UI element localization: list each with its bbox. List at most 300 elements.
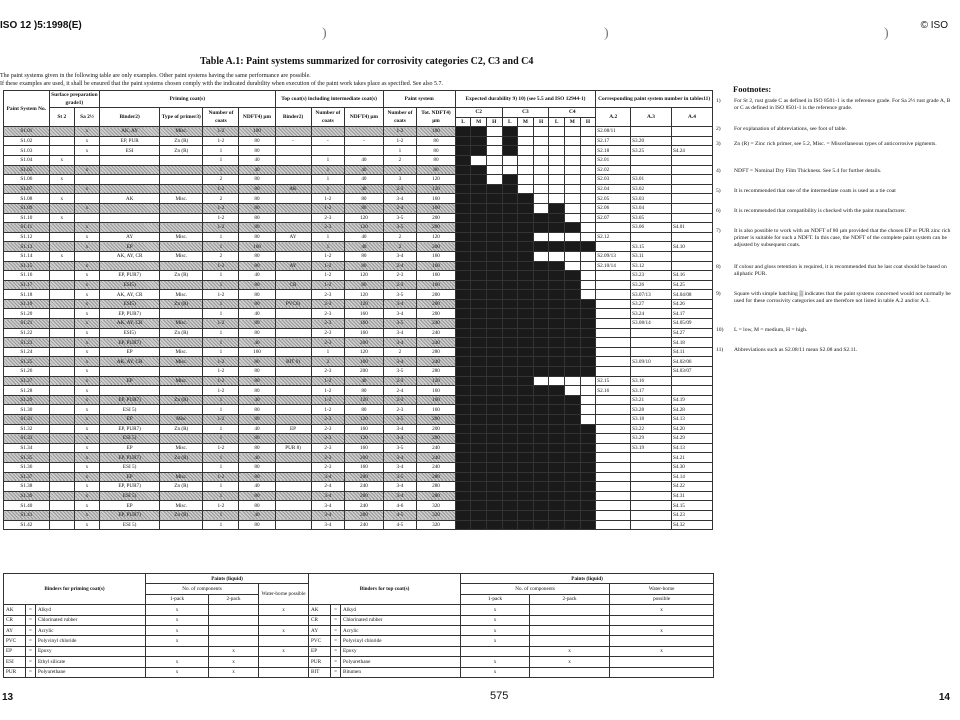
corresponding-a3: S3.27 <box>631 299 672 309</box>
primer-type <box>160 462 203 472</box>
corresponding-a4: S4.13 <box>671 443 712 453</box>
durability-cell <box>455 386 471 396</box>
durability-cell <box>549 251 565 261</box>
system-coats: 3-5 <box>383 213 417 223</box>
st2-mark <box>49 203 74 213</box>
primer-coats: 1 <box>203 405 239 415</box>
corresponding-a4: S4.02/06 <box>671 357 712 367</box>
top-coats: 3-4 <box>311 510 345 520</box>
primer-type <box>160 223 203 233</box>
top-ndft: 160 <box>345 443 383 453</box>
durability-cell <box>580 213 596 223</box>
durability-cell <box>564 434 580 444</box>
primer-type: Misc. <box>160 443 203 453</box>
system-coats: 3-5 <box>383 443 417 453</box>
primer-type <box>160 338 203 348</box>
total-ndft: 100 <box>417 127 455 137</box>
footnote-number: 4) <box>716 168 721 174</box>
system-coats: 3-4 <box>383 453 417 463</box>
corresponding-a3: S3.26 <box>631 280 672 290</box>
durability-cell <box>486 462 502 472</box>
col-ndft-top: NDFT4) µm <box>345 108 383 127</box>
sa25-mark: x <box>74 510 99 520</box>
primer-binder: ESI 5) <box>100 520 160 530</box>
top-coats: 1-2 <box>311 405 345 415</box>
durability-cell <box>564 405 580 415</box>
corresponding-a2 <box>596 242 631 252</box>
primer-code: PVC <box>4 636 26 646</box>
system-coats: 2-4 <box>383 203 417 213</box>
durability-cell <box>486 223 502 233</box>
top-binder <box>275 510 311 520</box>
col-durability-level: L <box>549 117 565 127</box>
top-coats: 1-2 <box>311 203 345 213</box>
legend-two-pack: 2-pack <box>530 594 610 604</box>
paint-system-no: S1.30 <box>4 405 50 415</box>
top-binder <box>275 271 311 281</box>
primer-coats: 1 <box>203 395 239 405</box>
table-row <box>4 280 713 290</box>
primer-coats: 1-2 <box>203 376 239 386</box>
primer-ndft: 80 <box>239 136 275 146</box>
primer-coats: 1-2 <box>203 127 239 137</box>
paint-system-no: S1.27 <box>4 376 50 386</box>
primer-ndft: 80 <box>239 319 275 329</box>
top-ndft: 40 <box>345 184 383 194</box>
margin-mark: ) <box>604 26 609 41</box>
primer-type <box>160 491 203 501</box>
durability-cell <box>580 319 596 329</box>
durability-cell <box>455 482 471 492</box>
primer-ndft: 80 <box>239 299 275 309</box>
st2-mark <box>49 319 74 329</box>
st2-mark <box>49 261 74 271</box>
top-binder <box>275 338 311 348</box>
footnote-text: It is recommended that compatibility is checked with the paint manufacturer. <box>734 208 906 214</box>
sa25-mark: x <box>74 424 99 434</box>
durability-cell <box>564 184 580 194</box>
durability-cell <box>486 338 502 348</box>
st2-mark <box>49 443 74 453</box>
corresponding-a3: S3.07/13 <box>631 290 672 300</box>
durability-cell <box>518 395 534 405</box>
top-binder: CR <box>275 280 311 290</box>
primer-coats: 1-2 <box>203 213 239 223</box>
primer-binder <box>100 261 160 271</box>
top-ndft: 80 <box>345 280 383 290</box>
st2-mark <box>49 453 74 463</box>
primer-binder: EP <box>100 347 160 357</box>
durability-cell <box>518 491 534 501</box>
col-binder-top: Binder2) <box>275 108 311 127</box>
durability-cell <box>486 146 502 156</box>
durability-cell <box>549 510 565 520</box>
primer-binder <box>100 175 160 185</box>
sa25-mark: x <box>74 491 99 501</box>
corresponding-a4: S4.05/09 <box>671 319 712 329</box>
paint-system-no: S1.17 <box>4 280 50 290</box>
top-coats: 2-3 <box>311 299 345 309</box>
table-row <box>4 155 713 165</box>
corresponding-a2: S2.16 <box>596 386 631 396</box>
total-ndft: 160 <box>417 405 455 415</box>
paint-system-no: S1.40 <box>4 501 50 511</box>
durability-cell <box>455 309 471 319</box>
primer-coats: 1 <box>203 299 239 309</box>
footnote-text: L = low, M = medium, H = high. <box>734 327 808 333</box>
durability-cell <box>580 271 596 281</box>
durability-cell <box>580 242 596 252</box>
durability-cell <box>564 424 580 434</box>
durability-cell <box>471 127 487 137</box>
table-row <box>4 482 713 492</box>
durability-cell <box>518 232 534 242</box>
one-pack-mark: x <box>146 625 209 635</box>
primer-coats: 2 <box>203 194 239 204</box>
durability-cell <box>455 155 471 165</box>
corresponding-a3: S3.19 <box>631 443 672 453</box>
durability-cell <box>486 290 502 300</box>
durability-cell <box>486 194 502 204</box>
system-coats: 2-3 <box>383 376 417 386</box>
top-binder <box>275 223 311 233</box>
durability-cell <box>455 491 471 501</box>
st2-mark <box>49 472 74 482</box>
top-code: AY <box>309 625 331 635</box>
durability-cell <box>471 501 487 511</box>
top-coats: 1 <box>311 347 345 357</box>
two-pack-mark <box>530 615 610 625</box>
table-row <box>4 453 713 463</box>
top-ndft: 40 <box>345 232 383 242</box>
st2-mark <box>49 242 74 252</box>
durability-cell <box>564 443 580 453</box>
sa25-mark: x <box>74 280 99 290</box>
system-coats: 1-2 <box>383 127 417 137</box>
corresponding-a3 <box>631 232 672 242</box>
corresponding-a3 <box>631 472 672 482</box>
top-binder <box>275 453 311 463</box>
water-mark <box>259 667 309 677</box>
primer-ndft: 80 <box>239 462 275 472</box>
col-durability-level: H <box>486 117 502 127</box>
durability-cell <box>455 280 471 290</box>
primer-binder: EP <box>100 376 160 386</box>
primer-type <box>160 309 203 319</box>
corresponding-a3: S3.08/14 <box>631 319 672 329</box>
st2-mark <box>49 405 74 415</box>
durability-cell <box>455 405 471 415</box>
durability-cell <box>533 376 549 386</box>
durability-cell <box>486 482 502 492</box>
durability-cell <box>564 261 580 271</box>
durability-cell <box>549 415 565 425</box>
primer-type: Zn (R) <box>160 395 203 405</box>
legend-row <box>4 636 714 646</box>
corresponding-a4 <box>671 232 712 242</box>
total-ndft: 200 <box>417 223 455 233</box>
durability-cell <box>518 405 534 415</box>
table-row <box>4 251 713 261</box>
paint-system-no: S1.20 <box>4 309 50 319</box>
durability-cell <box>455 242 471 252</box>
top-coats: 1-2 <box>311 280 345 290</box>
durability-cell <box>455 165 471 175</box>
top-coats: 1-2 <box>311 376 345 386</box>
durability-cell <box>518 424 534 434</box>
durability-cell <box>486 251 502 261</box>
primer-type: Zn (R) <box>160 510 203 520</box>
footnote <box>716 98 952 112</box>
sa25-mark <box>74 194 99 204</box>
corresponding-a2: S2.10/14 <box>596 261 631 271</box>
total-ndft: 120 <box>417 184 455 194</box>
primer-type: Zn (R) <box>160 136 203 146</box>
system-coats: 2 <box>383 155 417 165</box>
primer-binder: AK, AY, CR <box>100 319 160 329</box>
total-ndft: 160 <box>417 194 455 204</box>
durability-cell <box>502 251 518 261</box>
legend-one-pack: 1-pack <box>461 594 530 604</box>
durability-cell <box>502 347 518 357</box>
primer-code: ESI <box>4 657 26 667</box>
system-coats: 1-2 <box>383 136 417 146</box>
durability-cell <box>549 443 565 453</box>
footnote-text: For St 2, rust grade C as defined in ISO 8501-1 is the reference grade. For Sa 2½ rust grade A, B or C as defined in ISO 8501-1 is the reference grade. <box>734 98 951 111</box>
top-binder <box>275 203 311 213</box>
primer-ndft: 80 <box>239 472 275 482</box>
top-ndft: - <box>345 136 383 146</box>
total-ndft: 240 <box>417 453 455 463</box>
durability-cell <box>549 146 565 156</box>
corresponding-a3: S3.04 <box>631 203 672 213</box>
top-ndft: 120 <box>345 434 383 444</box>
system-coats: 2-4 <box>383 261 417 271</box>
corresponding-a4 <box>671 136 712 146</box>
total-ndft: 200 <box>417 309 455 319</box>
primer-coats: 1-2 <box>203 367 239 377</box>
durability-cell <box>564 242 580 252</box>
durability-cell <box>533 520 549 530</box>
two-pack-mark: x <box>530 646 610 656</box>
corresponding-a3 <box>631 367 672 377</box>
durability-cell <box>518 261 534 271</box>
durability-cell <box>564 520 580 530</box>
legend-two-pack: 2-pack <box>209 594 259 604</box>
footer-left-page: 13 <box>2 692 14 703</box>
top-coats: 2-3 <box>311 213 345 223</box>
corresponding-a2: S2.01 <box>596 155 631 165</box>
top-ndft: 200 <box>345 453 383 463</box>
table-row <box>4 165 713 175</box>
equals: = <box>26 646 36 656</box>
primer-binder: ESI5) <box>100 299 160 309</box>
durability-cell <box>471 309 487 319</box>
equals: = <box>331 636 341 646</box>
total-ndft: 120 <box>417 376 455 386</box>
primer-coats: 1 <box>203 453 239 463</box>
col-c4: C4 <box>549 108 596 118</box>
durability-cell <box>471 424 487 434</box>
durability-cell <box>502 309 518 319</box>
top-binder <box>275 213 311 223</box>
durability-cell <box>455 443 471 453</box>
corresponding-a2: S2.18 <box>596 146 631 156</box>
durability-cell <box>549 472 565 482</box>
top-binder <box>275 491 311 501</box>
corresponding-a3 <box>631 453 672 463</box>
primer-ndft: 80 <box>239 501 275 511</box>
corresponding-a3: S3.09/10 <box>631 357 672 367</box>
footnote-text: NDFT = Nominal Dry Film Thickness. See 5.4 for further details. <box>734 168 882 174</box>
durability-cell <box>518 443 534 453</box>
st2-mark <box>49 271 74 281</box>
durability-cell <box>533 347 549 357</box>
durability-cell <box>580 376 596 386</box>
durability-cell <box>580 453 596 463</box>
st2-mark <box>49 415 74 425</box>
footnote <box>716 347 952 354</box>
equals: = <box>331 605 341 615</box>
durability-cell <box>564 251 580 261</box>
top-ndft: 80 <box>345 405 383 415</box>
top-binder: EP <box>275 424 311 434</box>
top-ndft: 120 <box>345 347 383 357</box>
system-coats: 4-5 <box>383 520 417 530</box>
one-pack-mark <box>461 646 530 656</box>
total-ndft: 80 <box>417 136 455 146</box>
water-mark <box>610 657 714 667</box>
top-ndft: 120 <box>345 415 383 425</box>
table-row <box>4 271 713 281</box>
top-coats: 1-2 <box>311 271 345 281</box>
durability-cell <box>518 338 534 348</box>
top-ndft: 40 <box>345 242 383 252</box>
water-mark: x <box>610 646 714 656</box>
legend-water-borne: Water-borne <box>610 584 714 594</box>
col-durability-level: L <box>502 117 518 127</box>
st2-mark <box>49 338 74 348</box>
top-binder <box>275 319 311 329</box>
sa25-mark <box>74 213 99 223</box>
durability-cell <box>549 261 565 271</box>
durability-cell <box>471 223 487 233</box>
legend-primer-title: Binders for priming coat(s) <box>4 574 146 605</box>
durability-cell <box>549 520 565 530</box>
top-coats: 2-3 <box>311 328 345 338</box>
durability-cell <box>533 261 549 271</box>
top-code: BIT <box>309 667 331 677</box>
durability-cell <box>471 376 487 386</box>
st2-mark <box>49 232 74 242</box>
paint-system-no: S1.18 <box>4 290 50 300</box>
top-code: AK <box>309 605 331 615</box>
durability-cell <box>564 155 580 165</box>
corresponding-a4: S4.14 <box>671 472 712 482</box>
table-row <box>4 491 713 501</box>
equals: = <box>331 667 341 677</box>
table-row <box>4 223 713 233</box>
primer-binder <box>100 223 160 233</box>
primer-ndft: 40 <box>239 510 275 520</box>
two-pack-mark: x <box>209 657 259 667</box>
table-row <box>4 395 713 405</box>
top-coats: 1 <box>311 242 345 252</box>
legend-row <box>4 667 714 677</box>
durability-cell <box>455 146 471 156</box>
system-coats: 3-4 <box>383 328 417 338</box>
header-standard-number: ISO 12 )5:1998(E) <box>0 20 82 31</box>
durability-cell <box>549 232 565 242</box>
durability-cell <box>455 462 471 472</box>
col-binder: Binder2) <box>100 108 160 127</box>
water-mark: x <box>259 646 309 656</box>
top-binder <box>275 482 311 492</box>
durability-cell <box>580 367 596 377</box>
primer-coats: 1 <box>203 434 239 444</box>
sa25-mark: x <box>74 299 99 309</box>
durability-cell <box>533 424 549 434</box>
legend-row <box>4 625 714 635</box>
primer-binder: AK, AY, CR <box>100 251 160 261</box>
durability-cell <box>580 309 596 319</box>
one-pack-mark <box>146 646 209 656</box>
durability-cell <box>580 155 596 165</box>
total-ndft: 200 <box>417 213 455 223</box>
paint-system-no: S1.04 <box>4 155 50 165</box>
durability-cell <box>533 395 549 405</box>
durability-cell <box>533 232 549 242</box>
durability-cell <box>549 155 565 165</box>
durability-cell <box>471 462 487 472</box>
system-coats: 3-4 <box>383 299 417 309</box>
primer-binder: AK, AY, CR <box>100 357 160 367</box>
sa25-mark: x <box>74 328 99 338</box>
durability-cell <box>502 367 518 377</box>
equals: = <box>331 646 341 656</box>
water-mark <box>610 636 714 646</box>
total-ndft: 200 <box>417 415 455 425</box>
durability-cell <box>455 395 471 405</box>
primer-ndft: 40 <box>239 338 275 348</box>
system-coats: 2 <box>383 242 417 252</box>
corresponding-a3: S3.29 <box>631 434 672 444</box>
durability-cell <box>502 290 518 300</box>
footnote-number: 8) <box>716 264 721 270</box>
primer-coats: 1-2 <box>203 415 239 425</box>
system-coats: 3 <box>383 175 417 185</box>
durability-cell <box>455 261 471 271</box>
st2-mark <box>49 491 74 501</box>
table-row <box>4 520 713 530</box>
top-coats: 2-3 <box>311 338 345 348</box>
st2-mark: x <box>49 251 74 261</box>
paint-system-no: S1.02 <box>4 136 50 146</box>
durability-cell <box>533 386 549 396</box>
primer-binder: EP, PUR7) <box>100 453 160 463</box>
primer-ndft: 40 <box>239 271 275 281</box>
top-name: Polyvinyl chloride <box>341 636 461 646</box>
corresponding-a4 <box>671 155 712 165</box>
primer-coats: 1 <box>203 338 239 348</box>
sa25-mark: x <box>74 357 99 367</box>
system-coats: 3-4 <box>383 482 417 492</box>
durability-cell <box>564 280 580 290</box>
st2-mark <box>49 510 74 520</box>
top-coats: 1-2 <box>311 261 345 271</box>
table-row <box>4 261 713 271</box>
durability-cell <box>518 290 534 300</box>
